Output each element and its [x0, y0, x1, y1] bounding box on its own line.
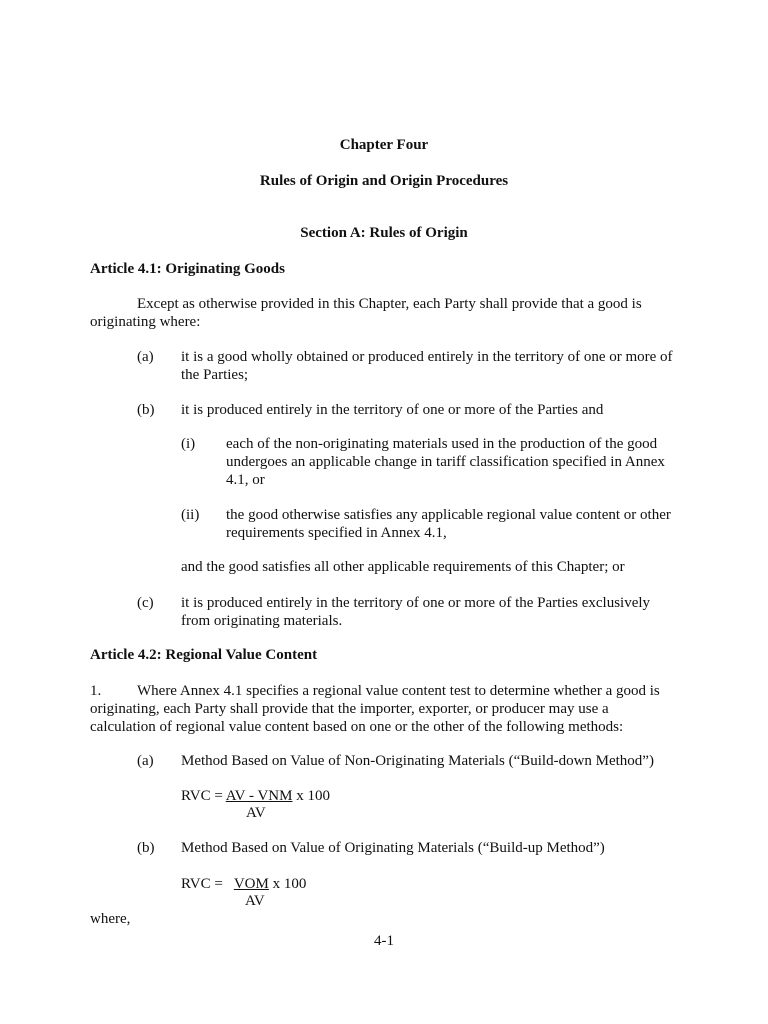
item-a-line2: the Parties;	[181, 367, 249, 383]
formula-build-up-numerator-line	[181, 876, 306, 894]
formula-build-up-multiplier: x 100	[268, 876, 307, 892]
formula-build-up-denominator: AV	[245, 893, 265, 909]
item-a-label: (a)	[137, 349, 154, 365]
method-b-label: (b)	[137, 840, 155, 856]
and-clause: and the good satisfies all other applicable requirements of this Chapter; or	[181, 559, 625, 575]
article-4-2-heading: Article 4.2: Regional Value Content	[90, 647, 318, 663]
subitem-i-line2: undergoes an applicable change in tariff classification specified in Annex	[226, 454, 665, 470]
subitem-i-line1: each of the non-originating materials used in the production of the good	[226, 436, 658, 452]
formula-build-down-numerator-line	[181, 788, 330, 806]
formula-build-down-lhs: RVC =	[181, 788, 226, 804]
paragraph-1-line2: originating, each Party shall provide that the importer, exporter, or producer may use a	[90, 701, 609, 717]
subitem-ii-line2: requirements specified in Annex 4.1,	[226, 525, 447, 541]
formula-build-up-numerator: VOM	[233, 876, 269, 892]
page-number: 4-1	[374, 933, 394, 949]
method-b-text: Method Based on Value of Originating Materials (“Build-up Method”)	[181, 840, 605, 856]
article-4-1-intro-line1: Except as otherwise provided in this Chapter, each Party shall provide that a good is	[137, 296, 642, 312]
section-heading: Section A: Rules of Origin	[300, 225, 468, 241]
formula-build-down-denominator: AV	[246, 805, 266, 821]
item-b-text: it is produced entirely in the territory of one or more of the Parties and	[181, 402, 604, 418]
formula-build-down-multiplier: x 100	[292, 788, 330, 804]
paragraph-1-line3: calculation of regional value content based on one or the other of the following methods:	[90, 719, 624, 735]
chapter-title: Rules of Origin and Origin Procedures	[259, 173, 509, 189]
article-4-1-intro-line2: originating where:	[90, 314, 201, 330]
paragraph-1-line1: Where Annex 4.1 specifies a regional value content test to determine whether a good is	[137, 683, 660, 699]
subitem-ii-label: (ii)	[181, 507, 200, 523]
formula-build-down-numerator: AV - VNM	[225, 788, 293, 804]
where-text: where,	[90, 911, 131, 927]
subitem-i-line3: 4.1, or	[226, 472, 265, 488]
item-a-line1: it is a good wholly obtained or produced entirely in the territory of one or more of	[181, 349, 673, 365]
article-4-1-heading: Article 4.1: Originating Goods	[90, 261, 285, 277]
subitem-ii-line1: the good otherwise satisfies any applicable regional value content or other	[226, 507, 671, 523]
method-a-text: Method Based on Value of Non-Originating Materials (“Build-down Method”)	[181, 753, 654, 769]
item-c-line1: it is produced entirely in the territory of one or more of the Parties exclusively	[181, 595, 651, 611]
subitem-i-label: (i)	[181, 436, 196, 452]
item-b-label: (b)	[137, 402, 155, 418]
paragraph-1-number: 1.	[90, 683, 102, 699]
item-c-line2: from originating materials.	[181, 613, 343, 629]
method-a-label: (a)	[137, 753, 154, 769]
item-c-label: (c)	[137, 595, 154, 611]
formula-build-up-lhs: RVC =	[181, 876, 234, 892]
chapter-heading: Chapter Four	[339, 137, 429, 153]
